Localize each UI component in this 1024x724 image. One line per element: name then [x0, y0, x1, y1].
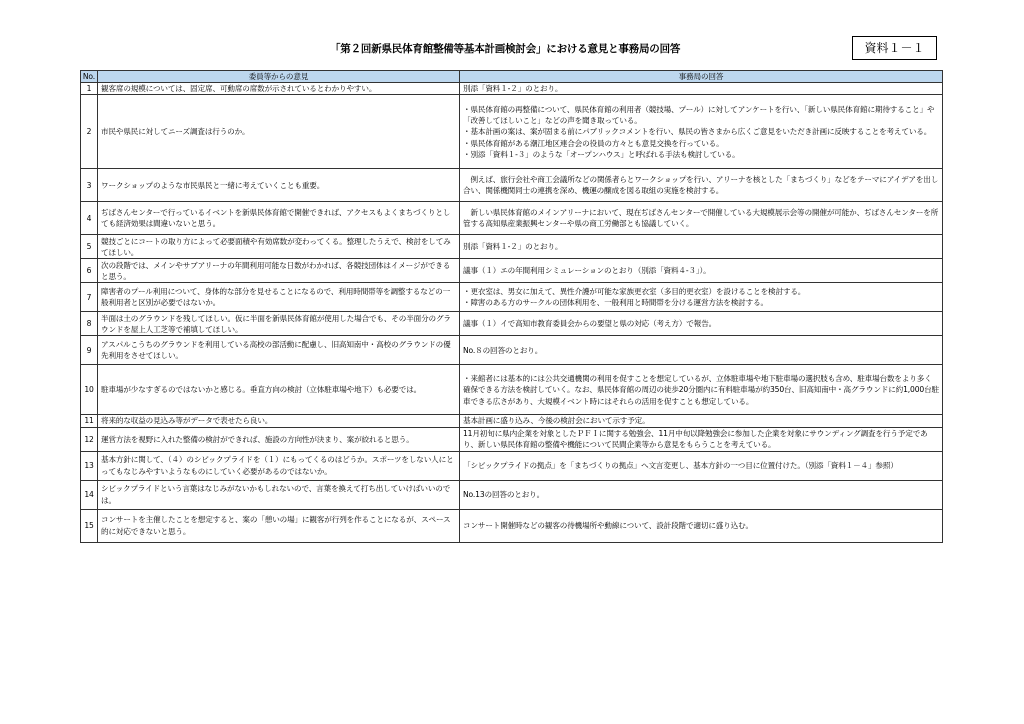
comment-text: アスパルこうちのグラウンドを利用している高校の部活動に配慮し、旧高知南中・高校のグラウンドの優先利用をさせてほしい。	[101, 340, 451, 361]
comment-cell	[98, 83, 460, 95]
table-row	[81, 415, 943, 427]
row-number: 3	[81, 169, 98, 202]
page-title: 「第２回新県民体育館整備等基本計画検討会」における意見と事務局の回答	[330, 43, 681, 55]
answer-text: 11月初旬に県内企業を対象としたＰＦＩに関する勉強会、11月中旬以降勉強会に参加した企業を対象にサウンディング調査を行う予定であり、新しい県民体育館の整備や機能について民間企業等から意見をもらうことを考えている。	[463, 428, 928, 450]
answer-cell	[460, 169, 943, 202]
comment-cell	[98, 312, 460, 336]
comment-text: シビックプライドという言葉はなじみがないかもしれないので、言葉を換えて打ち出していけばいいのでは。	[101, 484, 451, 505]
answer-text: コンサート開催時などの観客の待機場所や動線について、設計段階で適切に盛り込む。	[463, 521, 753, 530]
table-row	[81, 365, 943, 415]
answer-text: ・基本計画の案は、案が固まる前にパブリックコメントを行い、県民の皆さまから広くご意見をいただき計画に反映することを考えている。	[463, 127, 932, 137]
answer-text: 議事（１）エの年間利用シミュレーションのとおり（別添「資料４-３」）。	[463, 266, 711, 276]
answer-cell	[460, 480, 943, 509]
comment-cell	[98, 283, 460, 312]
row-number: 10	[81, 365, 98, 415]
answer-text: 「シビックプライドの拠点」を「まちづくりの拠点」へ文言変更し、基本方針の一つ目に位置付けた。（別添「資料１－４」参照）	[463, 461, 898, 470]
row-number: 15	[81, 509, 98, 542]
document-label: 資料１－１	[852, 36, 937, 60]
comment-cell	[98, 365, 460, 415]
comment-text: 競技ごとにコートの取り方によって必要面積や有効席数が変わってくる。整理したうえで、検討をしてみてほしい。	[101, 236, 451, 257]
row-number: 4	[81, 202, 98, 235]
answer-cell	[460, 509, 943, 542]
header-comment: 委員等からの意見	[98, 71, 460, 83]
answer-cell	[460, 95, 943, 169]
row-number: 5	[81, 235, 98, 259]
answer-cell	[460, 202, 943, 235]
table-row	[81, 451, 943, 480]
answer-text: ・来館者には基本的には公共交通機関の利用を促すことを想定しているが、立体駐車場や地下駐車場の選択肢も含め、駐車場台数をより多く確保できる方法を検討していく。なお、県民体育館の周辺の徒歩20分圏内に有料駐車場が約350台、旧高知南中・高グラウンドに約1,000台駐車できる広さがあり、大規模イベント時にはそれらの活用を促すことも想定している。	[463, 374, 939, 406]
table-row	[81, 259, 943, 283]
table-row	[81, 83, 943, 95]
comment-cell	[98, 509, 460, 542]
row-number: 2	[81, 95, 98, 169]
comment-text: 半面は土のグラウンドを残してほしい。仮に半面を新県民体育館が使用した場合でも、その半面分のグラウンドを屋上人工芝等で補填してほしい。	[101, 313, 451, 334]
row-number: 1	[81, 83, 98, 95]
comment-cell	[98, 427, 460, 451]
answer-text: ・県民体育館の再整備について、県民体育館の利用者（競技場、プール）に対してアンケートを行い、「新しい県民体育館に期待すること」や「改善してほしいこと」などの声を聞き取っている。	[463, 104, 935, 126]
answer-cell	[460, 415, 943, 427]
comments-table	[80, 70, 943, 543]
table-row	[81, 283, 943, 312]
comment-cell	[98, 169, 460, 202]
comment-text: 基本方針に関して、（４）のシビックプライドを（１）にもってくるのはどうか。スポーツをしない人にとってもなじみやすいようなものにしていく必要があるのではないか。	[101, 455, 454, 476]
comment-cell	[98, 259, 460, 283]
table-row	[81, 169, 943, 202]
comment-text: コンサートを主催したことを想定すると、案の「憩いの場」に観客が行列を作ることになるが、スペース的に対応できないと思う。	[101, 515, 451, 536]
answer-text: No.13の回答のとおり。	[463, 490, 545, 499]
comment-text: ワークショップのような市民県民と一緒に考えていくことも重要。	[101, 180, 325, 190]
row-number: 13	[81, 451, 98, 480]
table-row	[81, 509, 943, 542]
answer-cell	[460, 283, 943, 312]
answer-text: 例えば、旅行会社や商工会議所などの関係者らとワークショップを行い、アリーナを核とした「まちづくり」などをテーマにアイデアを出し合い、関係機関同士の連携を深め、機運の醸成を図る取組の実施を検討する。	[463, 175, 939, 196]
answer-cell	[460, 451, 943, 480]
table-row	[81, 235, 943, 259]
table-row	[81, 427, 943, 451]
table-row	[81, 480, 943, 509]
comment-cell	[98, 95, 460, 169]
comment-text: 駐車場が少なすぎるのではないかと感じる。垂直方向の検討（立体駐車場や地下）も必要では。	[101, 385, 422, 395]
row-number: 12	[81, 427, 98, 451]
answer-cell	[460, 83, 943, 95]
answer-cell	[460, 312, 943, 336]
header-answer: 事務局の回答	[460, 71, 943, 83]
answer-text: 議事（１）イで高知市教育委員会からの要望と県の対応（考え方）で報告。	[463, 319, 717, 329]
table-row	[81, 95, 943, 169]
answer-cell	[460, 336, 943, 365]
table-row	[81, 312, 943, 336]
row-number: 8	[81, 312, 98, 336]
row-number: 11	[81, 415, 98, 427]
row-number: 14	[81, 480, 98, 509]
answer-cell	[460, 235, 943, 259]
answer-text: 別添「資料１-２」のとおり。	[463, 84, 563, 94]
comment-text: 障害者のプール利用について、身体的な部分を見せることになるので、利用時間帯等を調整するなどの一般利用者と区別が必要ではないか。	[101, 287, 451, 308]
answer-cell	[460, 427, 943, 451]
comment-text: 市民や県民に対してニーズ調査は行うのか。	[101, 127, 250, 137]
comment-cell	[98, 202, 460, 235]
table-body	[81, 83, 943, 542]
comment-cell	[98, 415, 460, 427]
answer-text: ・障害のある方のサークルの団体利用を、一般利用と時間帯を分ける運営方法を検討する。	[463, 298, 768, 308]
comment-text: 観客席の規模については、固定席、可動席の席数が示されているとわかりやすい。	[101, 84, 377, 94]
comment-cell	[98, 235, 460, 259]
comment-text: 次の段階では、メインやサブアリーナの年間利用可能な日数がわかれば、各競技団体はイメージができると思う。	[101, 260, 451, 281]
answer-cell	[460, 259, 943, 283]
header-no: No.	[81, 71, 98, 83]
table-row	[81, 336, 943, 365]
answer-text: No.８の回答のとおり。	[463, 345, 543, 355]
answer-cell	[460, 365, 943, 415]
answer-text: 別添「資料１-２」のとおり。	[463, 242, 563, 252]
answer-text: 新しい県民体育館のメインアリーナにおいて、現在ぢばさんセンターで開催している大規模展示会等の開催が可能か、ぢばさんセンターを所管する高知県産業振興センターや県の商工労働部とも協議していく。	[463, 208, 939, 229]
comment-cell	[98, 480, 460, 509]
comment-cell	[98, 336, 460, 365]
table-header-row	[81, 71, 943, 83]
answer-text: 基本計画に盛り込み、今後の検討会において示す予定。	[463, 416, 650, 426]
answer-text: ・更衣室は、男女に加えて、異性介護が可能な家族更衣室（多目的更衣室）を設けることを検討する。	[463, 287, 806, 297]
answer-text: ・別添「資料１-３」のような「オープンハウス」と呼ばれる手法も検討している。	[463, 149, 740, 159]
comment-text: 運営方法を視野に入れた整備の検討ができれば、施設の方向性が決まり、案が絞れると思う。	[101, 434, 414, 444]
comment-text: 将来的な収益の見込み等がデータで表せたら良い。	[101, 416, 273, 426]
row-number: 7	[81, 283, 98, 312]
table-row	[81, 202, 943, 235]
comment-cell	[98, 451, 460, 480]
comment-text: ぢばさんセンターで行っているイベントを新県民体育館で開催できれば、アクセスもよくまちづくりとしても経済効果は間違いないと思う。	[101, 208, 451, 229]
row-number: 9	[81, 336, 98, 365]
row-number: 6	[81, 259, 98, 283]
answer-text: ・県民体育館がある潮江地区連合会の役員の方々とも意見交換を行っている。	[463, 138, 724, 148]
